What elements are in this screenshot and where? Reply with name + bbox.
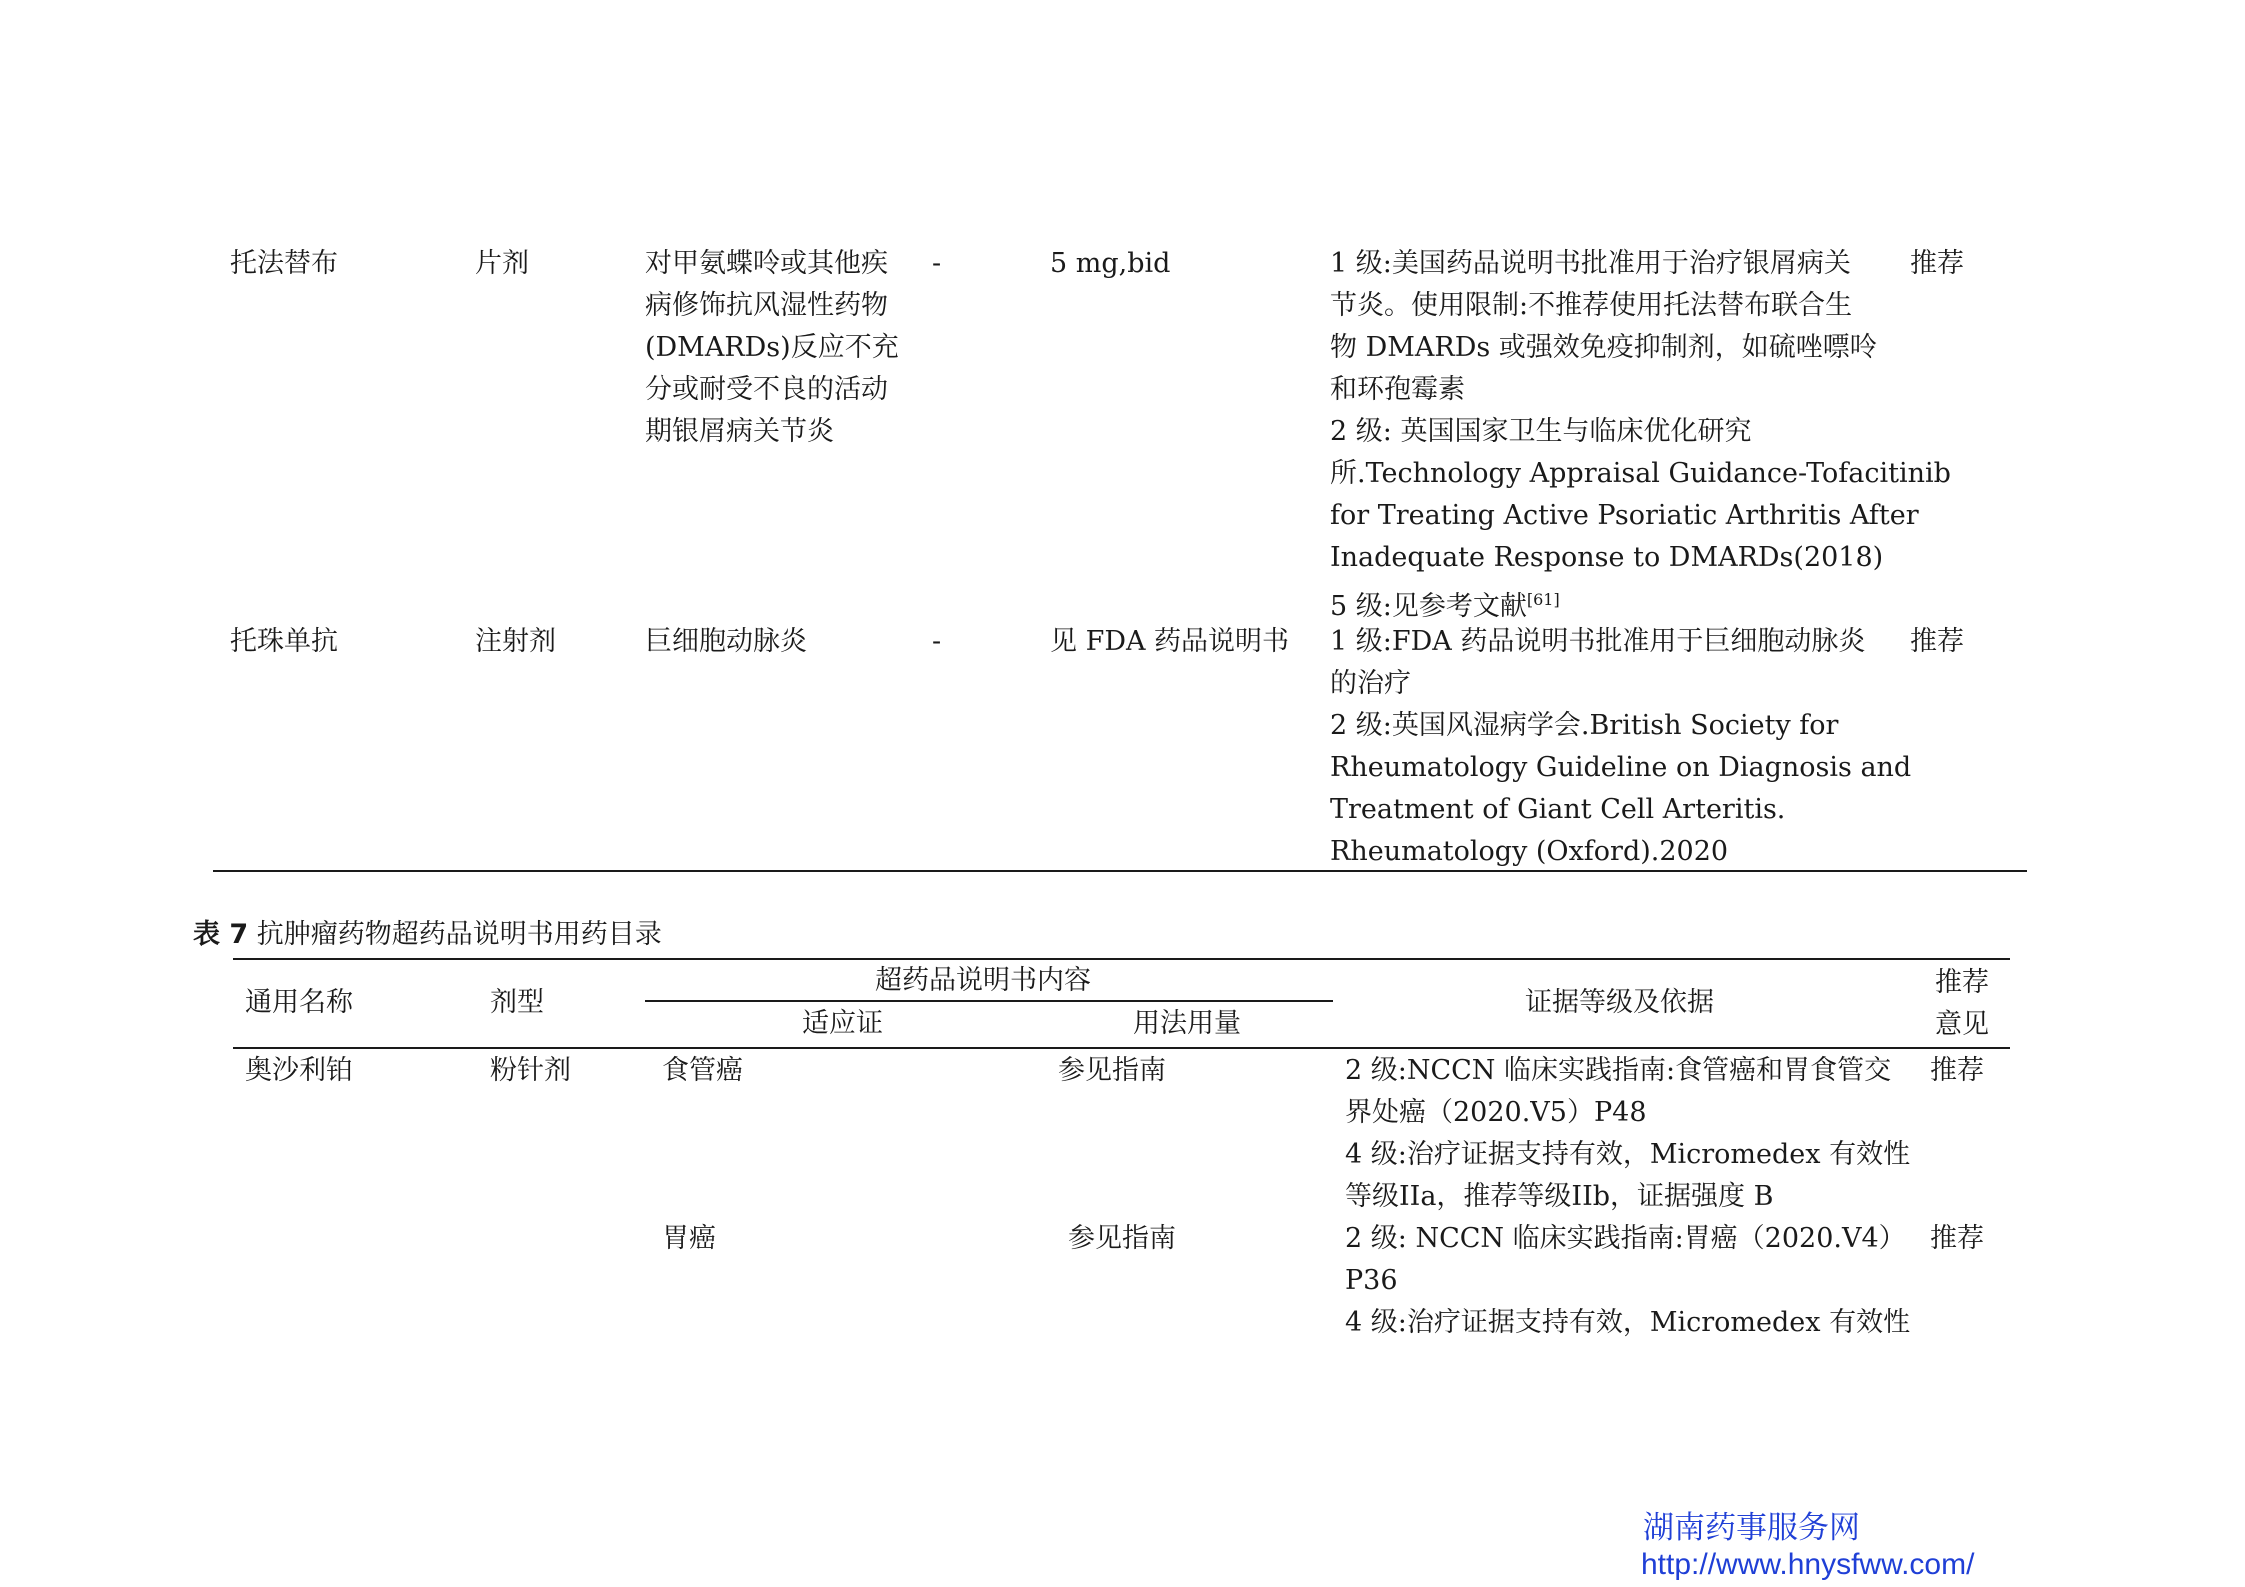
dash: - [932,626,942,657]
header-indication: 适应证 [802,1008,883,1039]
header-group: 超药品说明书内容 [875,965,1091,996]
header-evidence: 证据等级及依据 [1525,987,1714,1018]
dosage: 见 FDA 药品说明书 [1050,626,1290,657]
header-recommend-1: 推荐 [1935,967,1989,998]
drug-name: 托珠单抗 [230,626,338,657]
header-group-rule [645,1000,1333,1002]
indication: 巨细胞动脉炎 [645,626,807,657]
footer-site-name: 湖南药事服务网 [1643,1510,1860,1546]
header-recommend-2: 意见 [1935,1009,1989,1040]
recommendation: 推荐 [1930,1055,1984,1086]
dosage: 5 mg,bid [1050,248,1171,279]
dosage-form: 粉针剂 [490,1055,571,1086]
recommendation: 推荐 [1910,626,1964,657]
header-form: 剂型 [490,987,544,1018]
drug-name: 奥沙利铂 [245,1055,353,1086]
dosage-form: 片剂 [475,248,529,279]
drug-name: 托法替布 [230,248,338,279]
table6-bottom-rule [213,870,2027,872]
dosage-form: 注射剂 [475,626,556,657]
dosage: 参见指南 [1068,1223,1176,1254]
table7-header-rule [233,1047,2010,1049]
header-name: 通用名称 [245,987,353,1018]
recommendation: 推荐 [1910,248,1964,279]
indication: 胃癌 [662,1223,716,1254]
dash: - [932,248,942,279]
footer-url-link[interactable]: http://www.hnysfww.com/ [1641,1548,1975,1581]
table7-caption: 表 7 抗肿瘤药物超药品说明书用药目录 [193,919,662,950]
reference-superscript: [61] [1526,590,1560,609]
table7-top-rule [233,958,2010,960]
dosage: 参见指南 [1058,1055,1166,1086]
indication: 食管癌 [662,1055,743,1086]
header-dosage: 用法用量 [1133,1008,1241,1039]
recommendation: 推荐 [1930,1223,1984,1254]
